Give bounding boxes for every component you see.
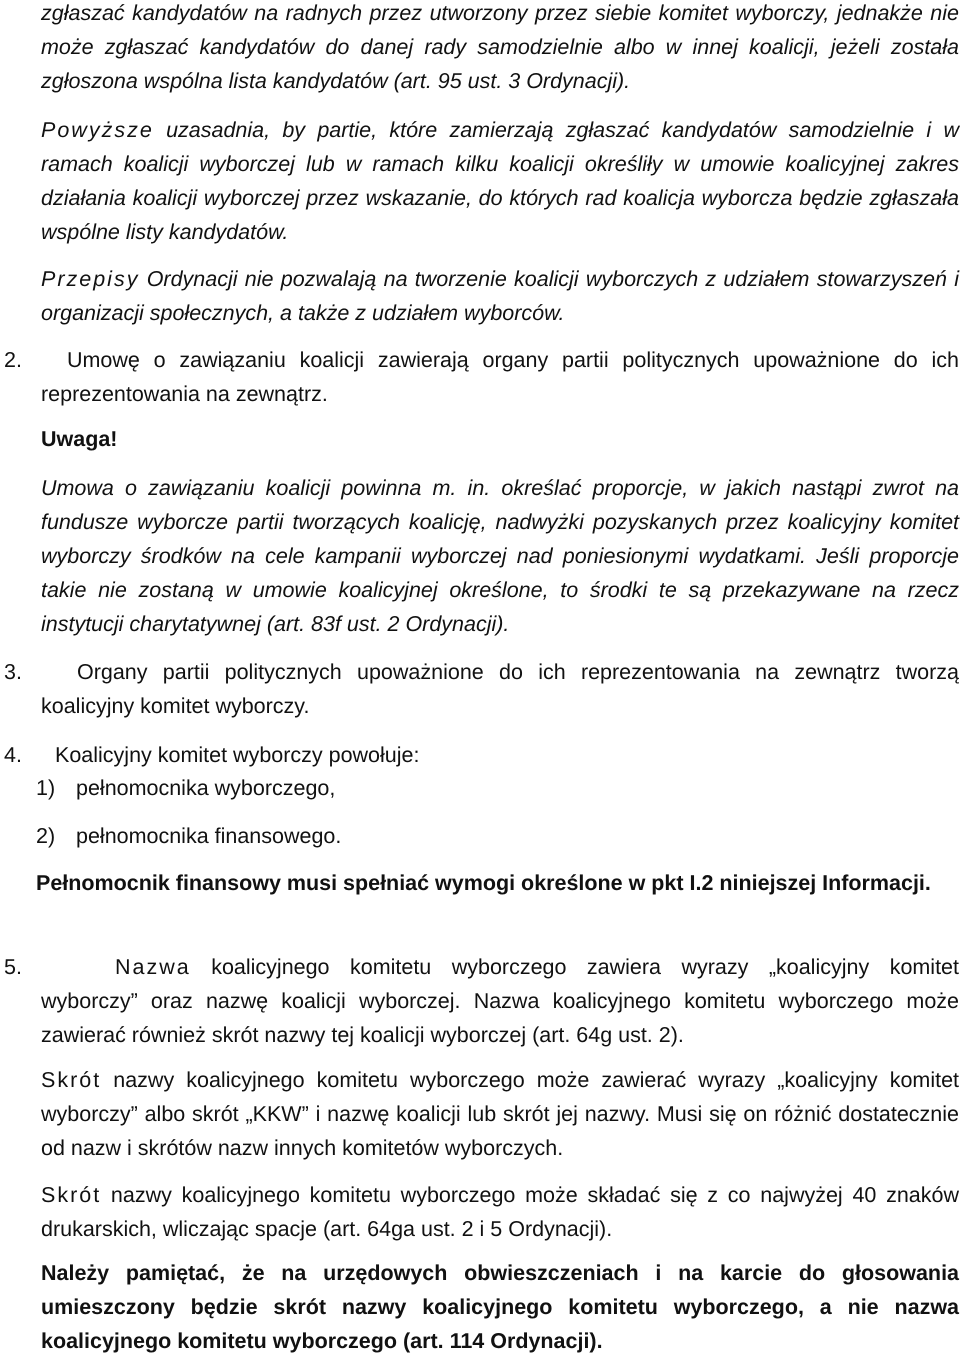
paragraph-text: nazwy koalicyjnego komitetu wyborczego może zawierać wyrazy „koalicyjny komitet wyborczy” albo skrót „KKW” i nazwę koalicji lub skrót jej nazwy. Musi się on różnić dostatecznie od nazw i skrótów nazw innych komitetów wyborczych. <box>41 1068 959 1160</box>
item-number-2: 2. <box>4 348 22 372</box>
subitem-number-1: 1) <box>36 776 56 800</box>
lead-word: Nazwa <box>115 955 191 979</box>
item-5-paragraph-2 <box>41 1063 959 1165</box>
paragraph-text: Ordynacji nie pozwalają na tworzenie koalicji wyborczych z udziałem stowarzyszeń i organizacji społecznych, a także z udziałem wyborców. <box>41 267 959 325</box>
lead-word: Przepisy <box>41 267 140 291</box>
item-5-paragraph-1 <box>41 950 959 1052</box>
paragraph-text: uzasadnia, by partie, które zamierzają zgłaszać kandydatów samodzielnie i w ramach koalicji wyborczej lub w ramach kilku koalicji określiły w umowie koalicyjnej zakres działania koalicji wyborczej przez wskazanie, do których rad koalicja wyborcza będzie zgłaszała wspólne listy kandydatów. <box>41 118 959 244</box>
item-4-bold-note: Pełnomocnik finansowy musi spełniać wymogi określone w pkt I.2 niniejszej Informacji. <box>36 871 931 895</box>
paragraph-text: koalicyjnego komitetu wyborczego zawiera wyrazy „koalicyjny komitet wyborczy” oraz nazwę koalicji wyborczej. Nazwa koalicyjnego komitetu wyborczego może zawierać również skrót nazwy tej koalicji wyborczej (art. 64g ust. 2). <box>41 955 959 1047</box>
item-3-text: Organy partii politycznych upoważnione do ich reprezentowania na zewnątrz tworzą koalicyjny komitet wyborczy. <box>41 660 959 718</box>
subitem-number-2: 2) <box>36 824 56 848</box>
subitem-text-2: pełnomocnika finansowego. <box>76 824 342 848</box>
item-2-text: Umowę o zawiązaniu koalicji zawierają organy partii politycznych upoważnione do ich reprezentowania na zewnątrz. <box>41 348 959 406</box>
warning-label: Uwaga! <box>41 427 118 451</box>
item-4-text: Koalicyjny komitet wyborczy powołuje: <box>55 743 420 767</box>
lead-word: Skrót <box>41 1068 102 1092</box>
item-number-5: 5. <box>4 955 22 979</box>
item-5-paragraph-3 <box>41 1178 959 1246</box>
intro-paragraph-1: zgłaszać kandydatów na radnych przez utworzony przez siebie komitet wyborczy, jednakże nie może zgłaszać kandydatów do danej rady samodzielnie albo w innej koalicji, jeżeli została zgłoszona wspólna lista kandydatów (art. 95 ust. 3 Ordynacji). <box>41 1 959 93</box>
lead-word: Powyższe <box>41 118 154 142</box>
item-5-bold-note: Należy pamiętać, że na urzędowych obwieszczeniach i na karcie do głosowania umieszczony będzie skrót nazwy koalicyjnego komitetu wyborczego, a nie nazwa koalicyjnego komitetu wyborczego (art. 114 Ordynacji). <box>41 1261 959 1353</box>
intro-paragraph-3 <box>41 262 959 330</box>
subitem-text-1: pełnomocnika wyborczego, <box>76 776 336 800</box>
paragraph-text: nazwy koalicyjnego komitetu wyborczego może składać się z co najwyżej 40 znaków drukarskich, wliczając spacje (art. 64ga ust. 2 i 5 Ordynacji). <box>41 1183 959 1241</box>
intro-paragraph-2 <box>41 113 959 249</box>
lead-word: Skrót <box>41 1183 102 1207</box>
warning-text: Umowa o zawiązaniu koalicji powinna m. in. określać proporcje, w jakich nastąpi zwrot na fundusze wyborcze partii tworzących koalicję, nadwyżki pozyskanych przez koalicyjny komitet wyborczy środków na cele kampanii wyborczej nad poniesionymi wydatkami. Jeśli proporcje takie nie zostaną w umowie koalicyjnej określone, to środki te są przekazywane na rzecz instytucji charytatywnej (art. 83f ust. 2 Ordynacji). <box>41 476 959 636</box>
item-number-3: 3. <box>4 660 22 684</box>
item-number-4: 4. <box>4 743 22 767</box>
